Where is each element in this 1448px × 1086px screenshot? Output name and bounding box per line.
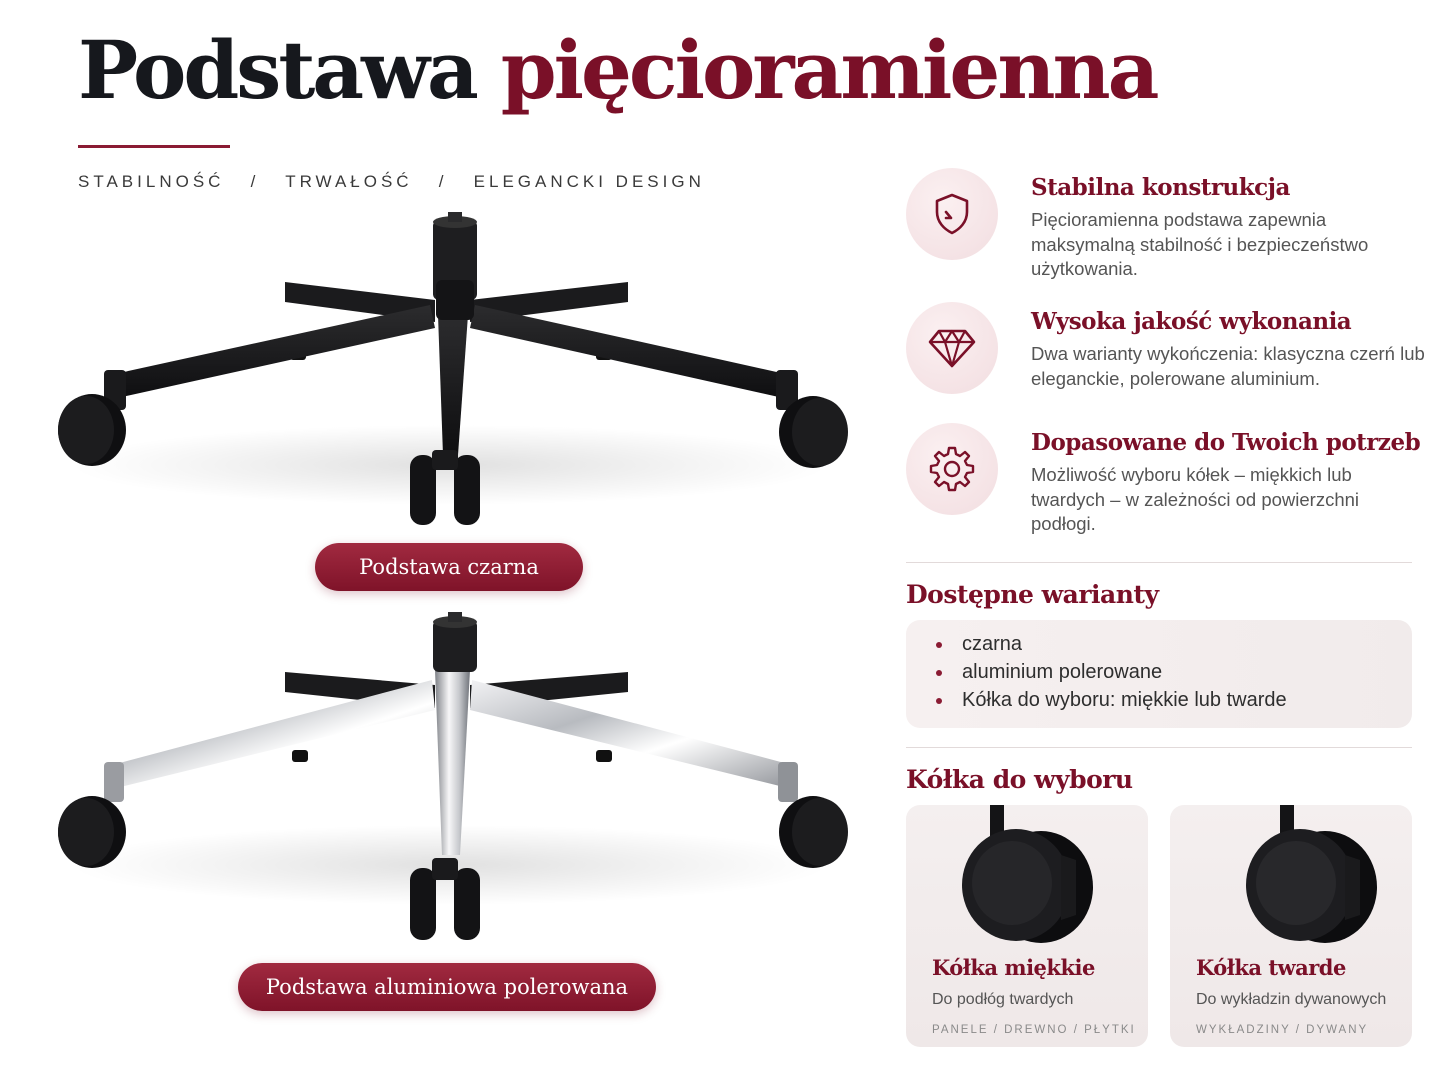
list-item: Kółka do wyboru: miękkie lub twarde xyxy=(936,686,1412,714)
aluminium-base-label: Podstawa aluminiowa polerowana xyxy=(238,963,656,1011)
feature-title: Stabilna konstrukcja xyxy=(1031,174,1290,201)
wheel-card-title: Kółka miękkie xyxy=(932,955,1095,980)
feature-description: Dwa warianty wykończenia: klasyczna czerń lub eleganckie, polerowane aluminium. xyxy=(1031,343,1425,389)
wheel-card-tags: WYKŁADZINY / DYWANY xyxy=(1196,1024,1369,1036)
diamond-icon xyxy=(906,302,998,394)
wheel-card-soft xyxy=(906,805,1148,1047)
feature-description: Pięcioramienna podstawa zapewnia maksymalną stabilność i bezpieczeństwo użytkowania. xyxy=(1031,209,1369,279)
soft-wheel-image xyxy=(936,805,1126,945)
wheel-card-description: Do podłóg twardych xyxy=(932,991,1074,1008)
wheel-card-tags: PANELE / DREWNO / PŁYTKI xyxy=(932,1024,1136,1036)
variants-box xyxy=(906,620,1412,728)
wheel-card-hard xyxy=(1170,805,1412,1047)
divider xyxy=(906,562,1412,563)
page-subtitle: STABILNOŚĆ / TRWAŁOŚĆ / ELEGANCKI DESIGN xyxy=(78,172,705,191)
wheel-card-description: Do wykładzin dywanowych xyxy=(1196,991,1387,1008)
feature-description: Możliwość wyboru kółek – miękkich lub twardych – w zależności od powierzchni podłogi. xyxy=(1031,464,1360,534)
feature-stable xyxy=(906,168,1426,278)
page-title xyxy=(78,23,1157,117)
feature-title: Dopasowane do Twoich potrzeb xyxy=(1031,429,1421,456)
divider xyxy=(906,747,1412,748)
aluminium-base-image xyxy=(40,610,860,950)
wheels-title: Kółka do wyboru xyxy=(906,765,1133,794)
black-base-label: Podstawa czarna xyxy=(315,543,583,591)
variants-list xyxy=(936,630,1412,714)
gear-icon xyxy=(906,423,998,515)
black-base-image xyxy=(40,210,860,540)
list-item: aluminium polerowane xyxy=(936,658,1412,686)
feature-custom xyxy=(906,423,1426,538)
wheel-card-title: Kółka twarde xyxy=(1196,955,1346,980)
list-item: czarna xyxy=(936,630,1412,658)
page-title-part1: Podstawa xyxy=(78,23,476,117)
hard-wheel-image xyxy=(1200,805,1390,945)
page-title-part2: pięcioramienna xyxy=(500,23,1157,117)
shield-icon xyxy=(906,168,998,260)
variants-title: Dostępne warianty xyxy=(906,580,1159,609)
title-underline xyxy=(78,145,230,148)
feature-quality xyxy=(906,302,1426,402)
feature-title: Wysoka jakość wykonania xyxy=(1031,308,1352,335)
